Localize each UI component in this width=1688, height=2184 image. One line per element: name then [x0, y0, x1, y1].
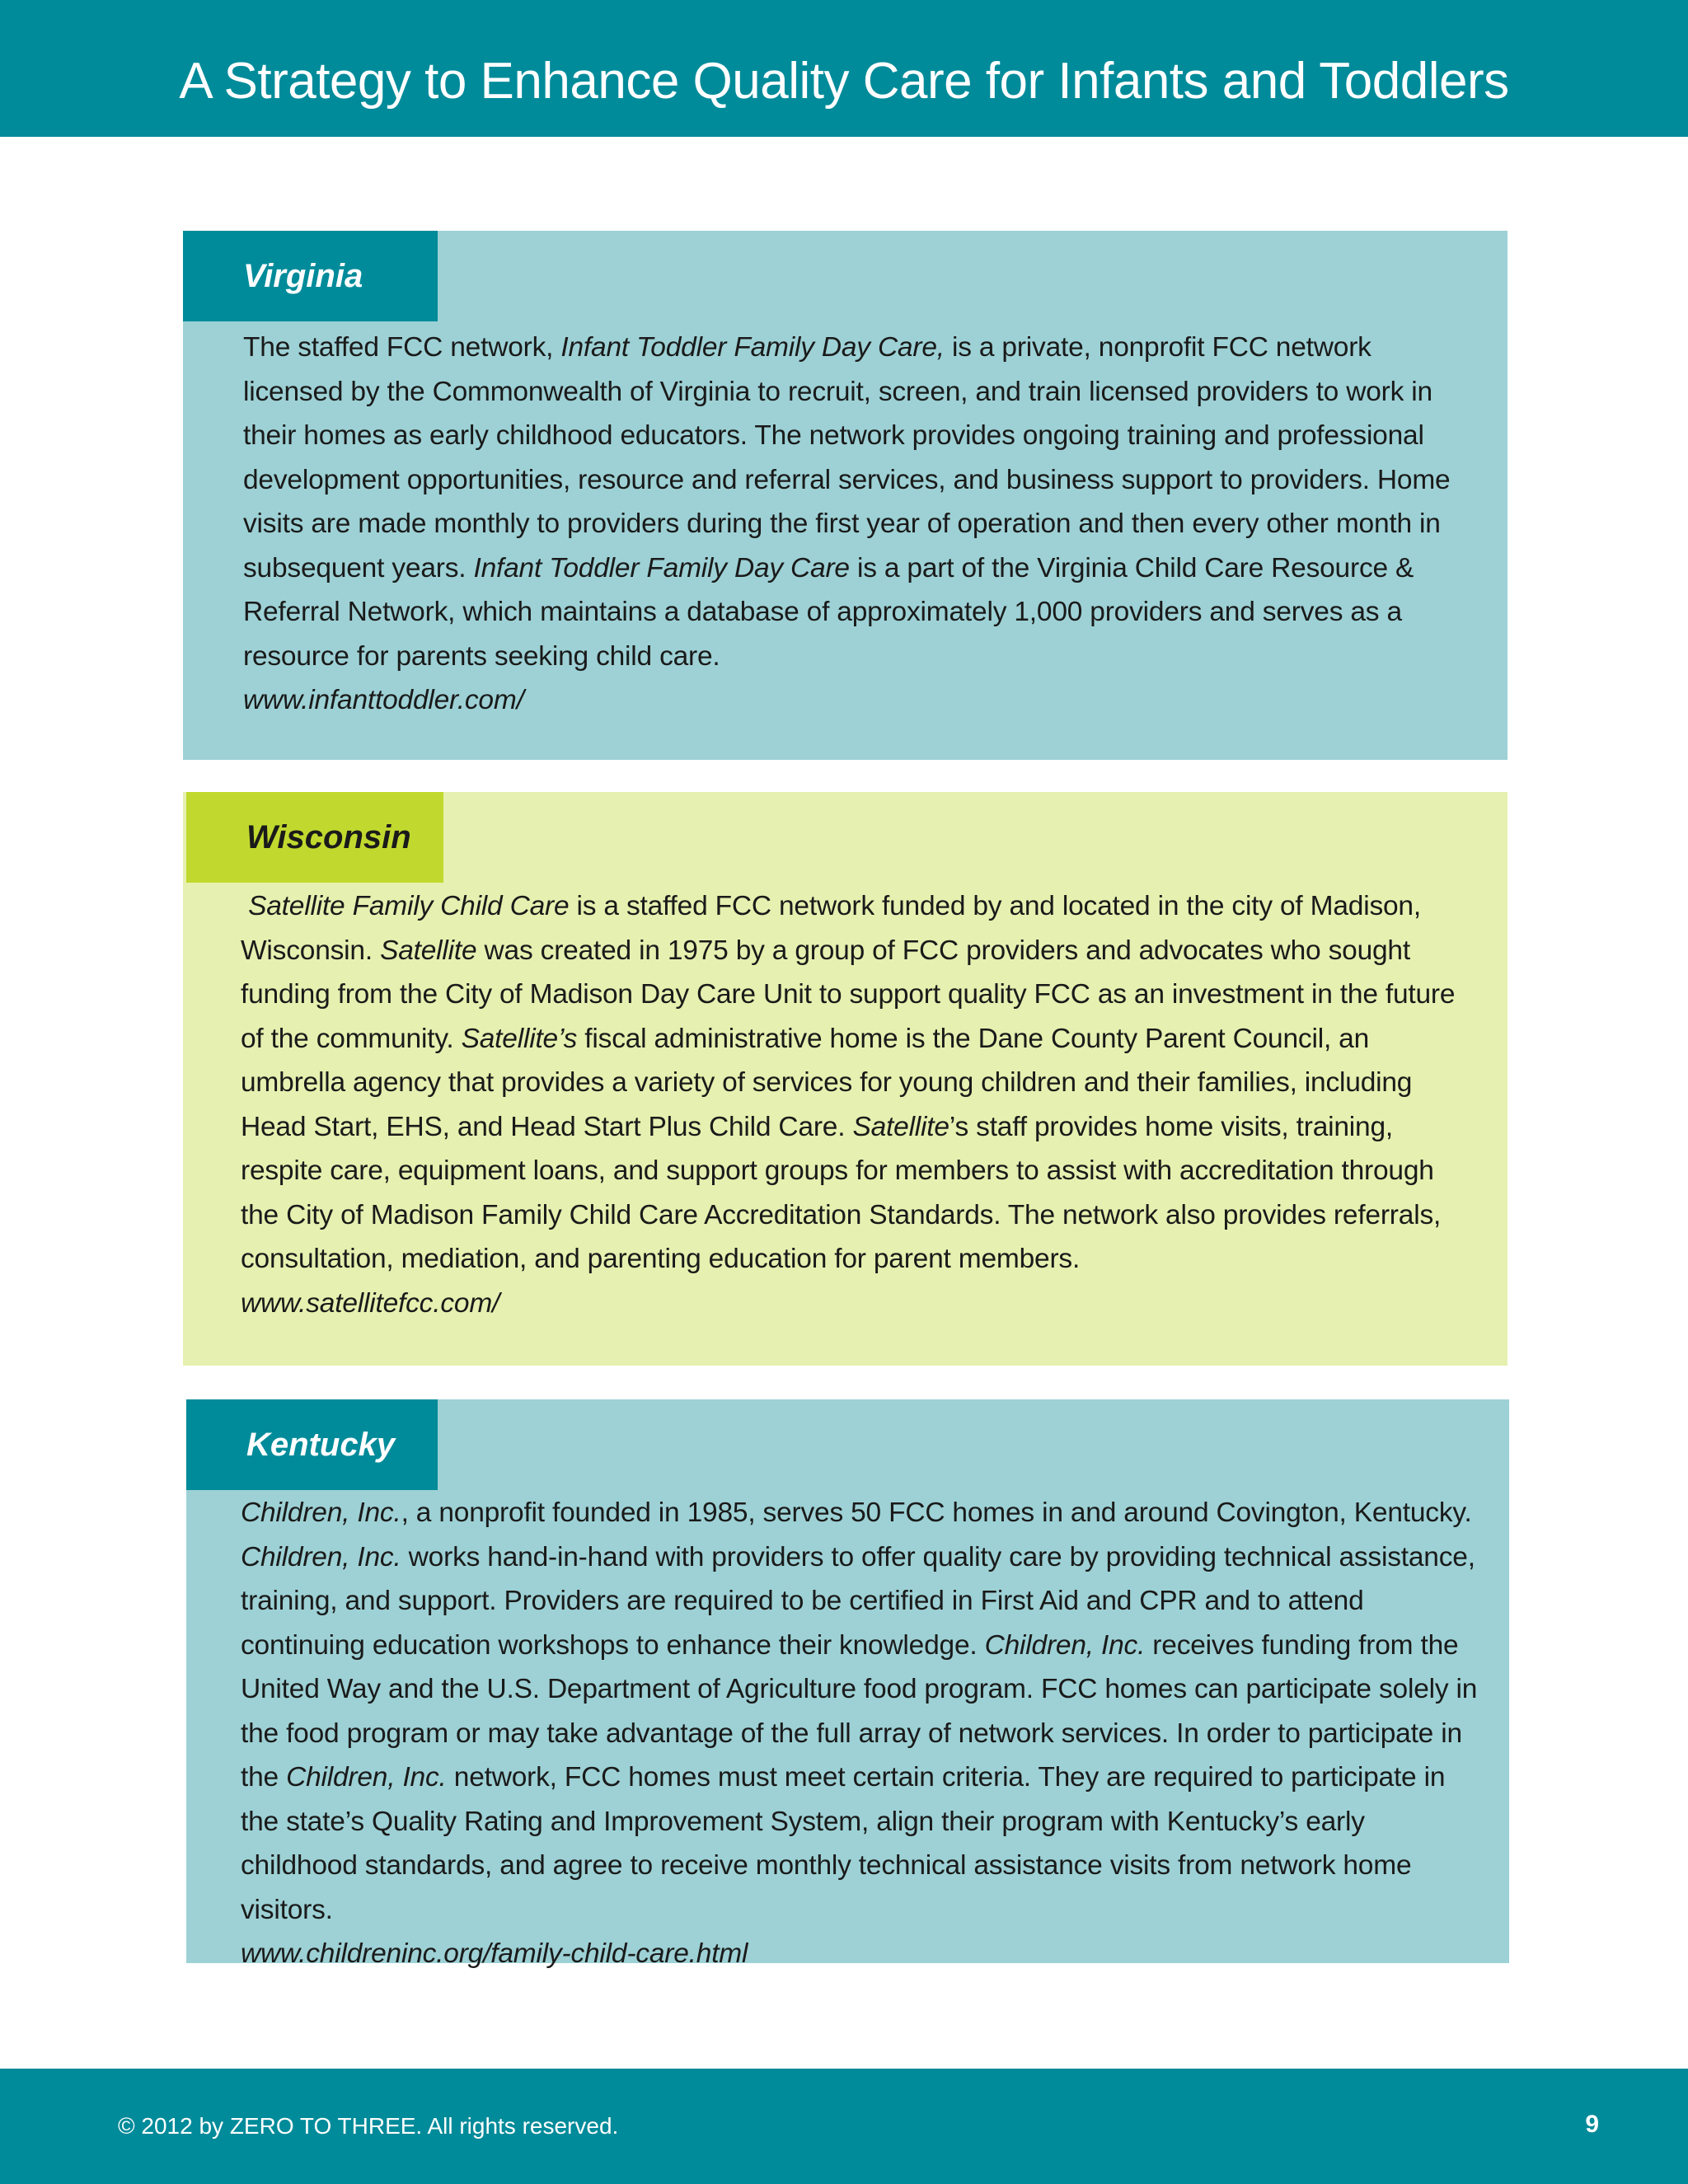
- wisconsin-heading: Wisconsin: [186, 792, 443, 883]
- kentucky-url-link[interactable]: www.childreninc.org/family-child-care.html: [241, 1938, 748, 1969]
- page-title: A Strategy to Enhance Quality Care for Infants and Toddlers: [179, 53, 1509, 110]
- copyright-notice: © 2012 by ZERO TO THREE. All rights reserved.: [118, 2113, 619, 2139]
- kentucky-body: Children, Inc., a nonprofit founded in 1985, serves 50 FCC homes in and around Covington, Kentucky. Children, Inc. works hand-in-hand with providers to offer quality care by providing technical assistance, training, and support. Providers are required to be certified in First Aid and CPR and to attend continuing education workshops to enhance their knowledge. Children, Inc. receives funding from the United Way and the U.S. Department of Agriculture food program. FCC homes can participate solely in the food program or may take advantage of the full array of network services. In order to participate in the Children, Inc. network, FCC homes must meet certain criteria. They are required to participate in the state’s Quality Rating and Improvement System, align their program with Kentucky’s early childhood standards, and agree to receive monthly technical assistance visits from network home visitors. www.childreninc.org/family-child-care.html: [241, 1491, 1484, 1976]
- wisconsin-panel: [183, 792, 1507, 1366]
- page-number: 9: [1585, 2111, 1599, 2138]
- virginia-panel: [183, 231, 1507, 760]
- wisconsin-body: Satellite Family Child Care is a staffed FCC network funded by and located in the city of Madison, Wisconsin. Satellite was created in 1975 by a group of FCC providers and advocates who sought funding from the City of Madison Day Care Unit to support quality FCC as an investment in the future of the community. Satellite’s fiscal administrative home is the Dane County Parent Council, an umbrella agency that provides a variety of services for young children and their families, including Head Start, EHS, and Head Start Plus Child Care. Satellite’s staff provides home visits, training, respite care, equipment loans, and support groups for members to assist with accreditation through the City of Madison Family Child Care Accreditation Standards. The network also provides referrals, consultation, mediation, and parenting education for parent members. www.satellitefcc.com/: [241, 884, 1475, 1325]
- virginia-url-link[interactable]: www.infanttoddler.com/: [243, 685, 524, 715]
- wisconsin-url-link[interactable]: www.satellitefcc.com/: [241, 1287, 500, 1319]
- kentucky-panel: [186, 1399, 1509, 1969]
- virginia-body: The staffed FCC network, Infant Toddler Family Day Care, is a private, nonprofit FCC network licensed by the Commonwealth of Virginia to recruit, screen, and train licensed providers to work in their homes as early childhood educators. The network provides ongoing training and professional development opportunities, resource and referral services, and business support to providers. Home visits are made monthly to providers during the first year of operation and then every other month in subsequent years. Infant Toddler Family Day Care is a part of the Virginia Child Care Resource & Referral Network, which maintains a database of approximately 1,000 providers and serves as a resource for parents seeking child care. www.infanttoddler.com/: [243, 326, 1475, 723]
- kentucky-heading: Kentucky: [186, 1399, 438, 1490]
- virginia-heading: Virginia: [183, 231, 438, 321]
